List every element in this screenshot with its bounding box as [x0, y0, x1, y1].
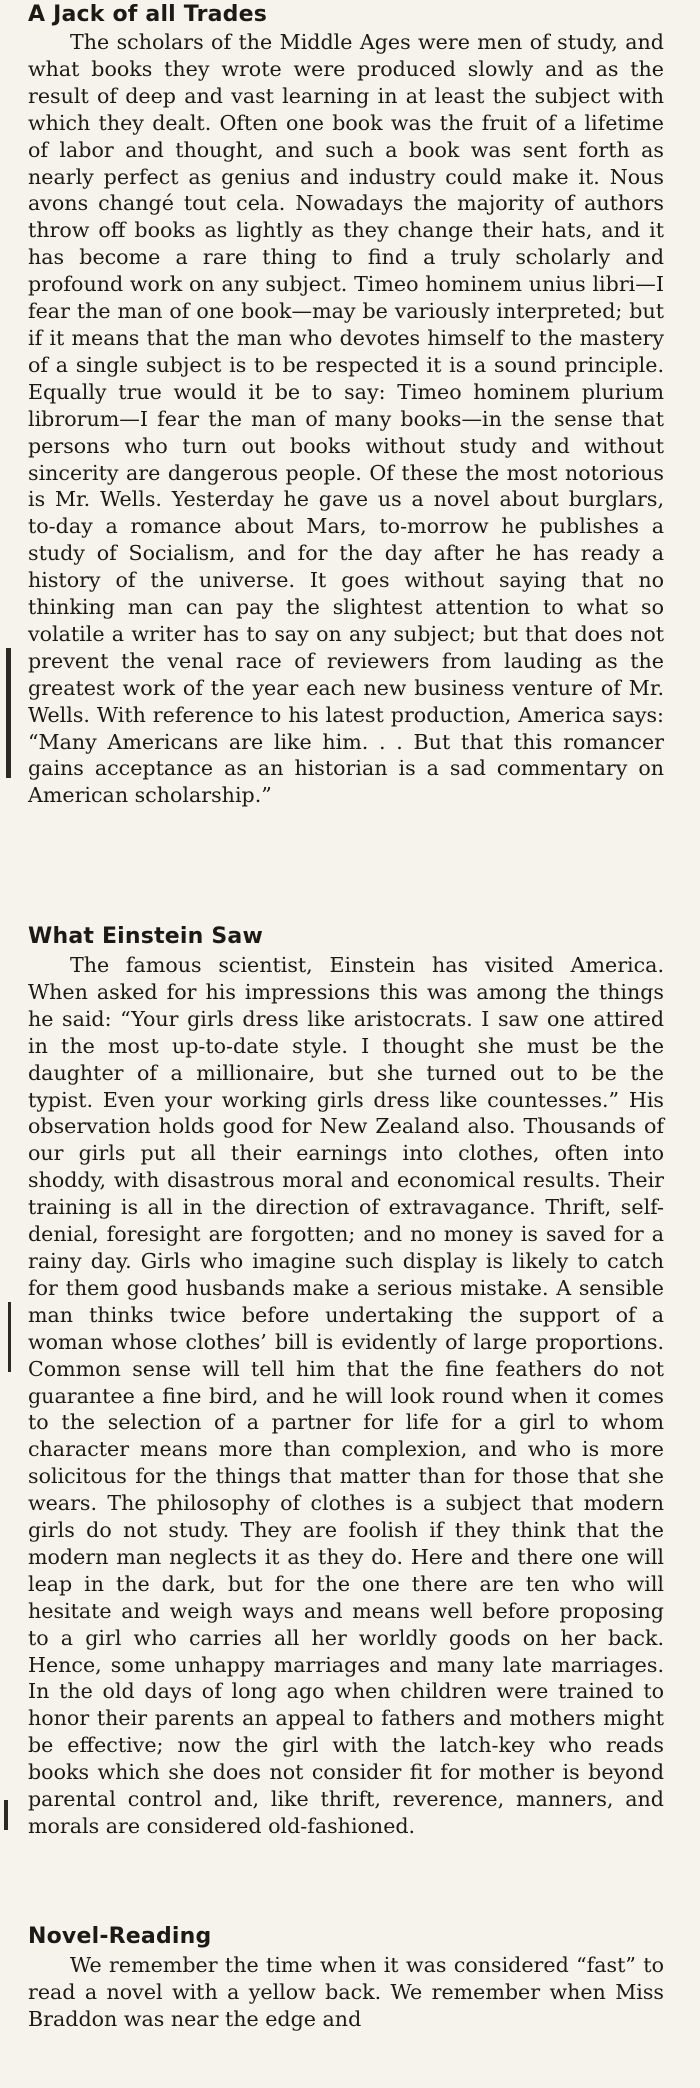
article-body: The famous scientist, Einstein has visited America. When asked for his impressions this was among the things he said: “Your girls dress like aristocrats. I saw one attired in the most up-to-date style. I thought she must be the daughter of a millionaire, but she turned out to be the typist. Even your working girls dress like countesses.” His observation holds good for New Zealand also. Thousands of our girls put all their earnings into clothes, often into shoddy, with disastrous moral and economical results. Their training is all in the direction of extravagance. Thrift, self-denial, foresight are forgotten; and no money is saved for a rainy day. Girls who imagine such display is likely to catch for them good husbands make a serious mistake. A sensible man thinks twice before undertaking the support of a woman whose clothes’ bill is evidently of large proportions. Common sense will tell him that the fine feathers do not guarantee a fine bird, and he will look round when it comes to the selection of a partner for life for a girl to whom character means more than complexion, and who is more solicitous for the things that matter than for those that she wears. The philosophy of clothes is a subject that modern girls do not study. They are foolish if they think that the modern man neglects it as they do. Here and there one will leap in the dark, but for the one there are ten who will hesitate and weigh ways and means well before proposing to a girl who carries all her worldly goods on her back. Hence, some unhappy marriages and many late marriages. In the old days of long ago when children were trained to honor their parents an appeal to fathers and mothers might be effective; now the girl with the latch-key who reads books which she does not consider fit for mother is beyond parental control and, like thrift, reverence, manners, and morals are considered old-fashioned. — [28, 953, 664, 1838]
article-what-einstein-saw — [28, 924, 664, 1840]
article-heading: Novel-Reading — [28, 1924, 212, 1949]
margin-mark — [8, 1302, 11, 1372]
article-jack-of-all-trades — [28, 2, 664, 809]
article-body: We remember the time when it was considered “fast” to read a novel with a yellow back. We remember when Miss Braddon was near the edge and — [28, 1953, 664, 2031]
article-novel-reading — [28, 1924, 664, 2033]
article-heading: What Einstein Saw — [28, 924, 263, 949]
article-body: The scholars of the Middle Ages were men of study, and what books they wrote were produced slowly and as the result of deep and vast learning in at least the subject with which they dealt. Often one book was the fruit of a lifetime of labor and thought, and such a book was sent forth as nearly perfect as genius and industry could make it. Nous avons changé tout cela. Nowadays the majority of authors throw off books as lightly as they change their hats, and it has become a rare thing to find a truly scholarly and profound work on any subject. Timeo hominem unius libri—I fear the man of one book—may be variously interpreted; but if it means that the man who devotes himself to the mastery of a single subject is to be respected it is a sound principle. Equally true would it be to say: Timeo hominem plurium librorum—I fear the man of many books—in the sense that persons who turn out books without study and without sincerity are dangerous people. Of these the most notorious is Mr. Wells. Yesterday he gave us a novel about burglars, to-day a romance about Mars, to-morrow he publishes a study of Socialism, and for the day after he has ready a history of the universe. It goes without saying that no thinking man can pay the slightest attention to what so volatile a writer has to say on any subject; but that does not prevent the venal race of reviewers from lauding as the greatest work of the year each new business venture of Mr. Wells. With reference to his latest production, America says: “Many Americans are like him. . . But that this romancer gains acceptance as an historian is a sad commentary on American scholarship.” — [28, 30, 664, 808]
margin-mark — [4, 1800, 8, 1830]
article-heading: A Jack of all Trades — [28, 2, 268, 27]
margin-mark — [6, 648, 11, 778]
